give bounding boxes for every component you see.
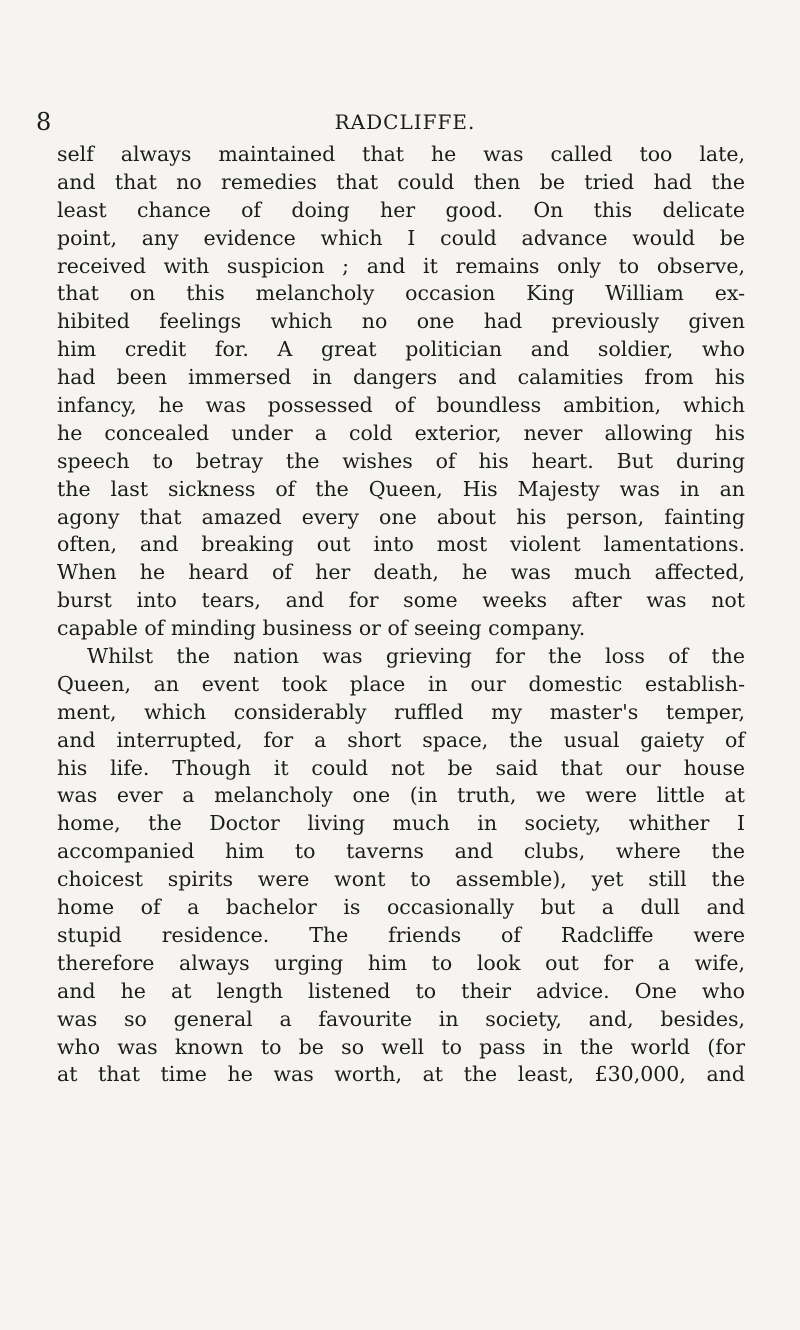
text-line: that on this melancholy occasion King William ex-	[57, 281, 745, 306]
text-line: home of a bachelor is occasionally but a dull and	[57, 895, 745, 920]
text-line: When he heard of her death, he was much affected,	[57, 560, 745, 585]
text-line: point, any evidence which I could advance would be	[57, 225, 745, 250]
text-line: therefore always urging him to look out for a wife,	[57, 950, 745, 975]
text-line: at that time he was worth, at the least, £30,000, and	[57, 1062, 745, 1087]
text-line: the last sickness of the Queen, His Majesty was in an	[57, 476, 745, 501]
text-line: was ever a melancholy one (in truth, we were little at	[57, 783, 745, 808]
text-line: ment, which considerably ruffled my master's temper,	[57, 699, 745, 724]
text-line: received with suspicion ; and it remains only to observe,	[57, 253, 745, 278]
text-line: who was known to be so well to pass in the world (for	[57, 1034, 745, 1059]
running-head: RADCLIFFE.	[334, 110, 476, 134]
text-line: choicest spirits were wont to assemble), yet still the	[57, 867, 745, 892]
body-text	[57, 141, 745, 1089]
text-line: his life. Though it could not be said that our house	[57, 755, 745, 780]
text-line: stupid residence. The friends of Radcliffe were	[57, 922, 745, 947]
text-line: him credit for. A great politician and soldier, who	[57, 337, 745, 362]
text-line: Whilst the nation was grieving for the loss of the	[87, 644, 745, 669]
text-line: hibited feelings which no one had previously given	[57, 309, 745, 334]
text-line: home, the Doctor living much in society, whither I	[57, 811, 745, 836]
text-line: and interrupted, for a short space, the usual gaiety of	[57, 727, 745, 752]
text-line: often, and breaking out into most violent lamentations.	[57, 532, 745, 557]
text-line: agony that amazed every one about his person, fainting	[57, 504, 745, 529]
text-line: self always maintained that he was called too late,	[57, 142, 745, 166]
text-line: capable of minding business or of seeing company.	[57, 616, 586, 641]
text-line: accompanied him to taverns and clubs, where the	[57, 839, 745, 864]
text-line: and he at length listened to their advice. One who	[57, 978, 745, 1003]
text-line: least chance of doing her good. On this delicate	[57, 197, 745, 222]
text-line: and that no remedies that could then be tried had the	[57, 169, 745, 194]
text-line: had been immersed in dangers and calamities from his	[57, 365, 745, 390]
text-line: burst into tears, and for some weeks after was not	[57, 588, 745, 613]
text-line: infancy, he was possessed of boundless ambition, which	[57, 393, 745, 418]
text-line: was so general a favourite in society, and, besides,	[57, 1006, 745, 1031]
text-line: Queen, an event took place in our domestic establish-	[57, 671, 745, 696]
page-number: 8	[36, 108, 52, 136]
text-line: speech to betray the wishes of his heart. But during	[57, 448, 745, 473]
text-line: he concealed under a cold exterior, never allowing his	[57, 420, 745, 445]
